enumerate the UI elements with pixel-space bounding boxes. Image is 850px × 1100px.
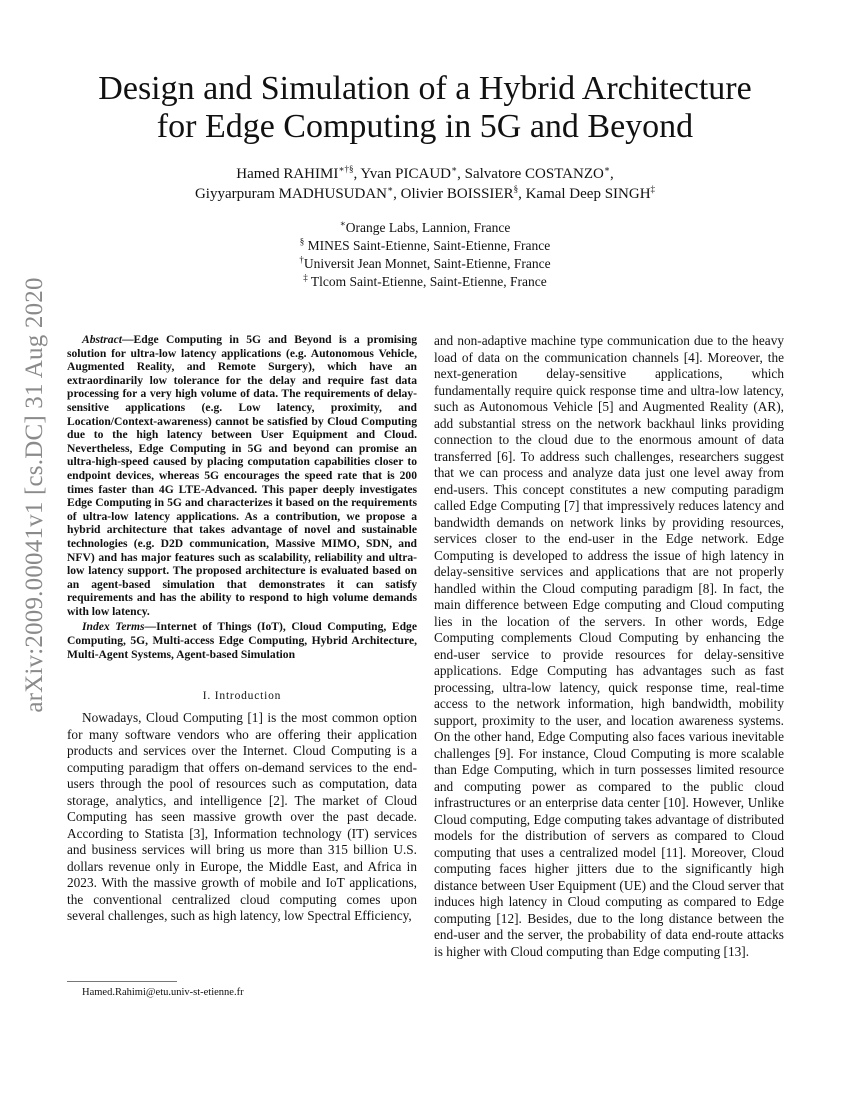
affiliation: ‡ Tlcom Saint-Etienne, Saint-Etienne, France — [303, 272, 547, 289]
author-name: Hamed RAHIMI — [236, 166, 339, 182]
affiliation: ∗Orange Labs, Lannion, France — [339, 218, 511, 235]
author-list — [60, 164, 790, 204]
title-line-1: Design and Simulation of a Hybrid Architecture — [98, 70, 752, 107]
abstract-text: —Edge Computing in 5G and Beyond is a promising solution for ultra-low latency applications (e.g. Autonomous Vehicle, Augmented Reality, and Remote Surgery), which have an extraordinarily low tolerance for the delay and require fast data processing for a very high volume of data. The requirements of delay-sensitive applications (e.g. Low latency, proximity, and Location/Context-awareness) cannot be satisfied by Cloud Computing due to the high latency between User Equipment and Cloud. Nevertheless, Edge Computing in 5G and beyond can promise an ultra-high-speed caused by placing computation capabilities closer to endpoint devices, whereas 5G encourages the speed rate that is 200 times faster than 4G LTE-Advanced. This paper deeply investigates Edge Computing in 5G and characterizes it based on the requirements of ultra-low latency applications. As a contribution, we propose a hybrid architecture that takes advantage of novel and sustainable technologies (e.g. D2D communication, Massive MIMO, SDN, and NFV) and has major features such as scalability, reliability and ultra-low latency support. The proposed architecture is evaluated based on an agent-based simulation that demonstrates it can satisfy requirements and has the ability to respond to high volume demands with low latency. — [67, 333, 417, 618]
abstract — [67, 333, 417, 618]
author-name: Yvan PICAUD — [360, 166, 452, 182]
footnote-divider — [67, 981, 177, 982]
author-mark: ∗ — [451, 164, 458, 174]
index-terms-label: Index Terms — [82, 620, 145, 634]
arxiv-identifier-text: arXiv:2009.00041v1 [cs.DC] 31 Aug 2020 — [21, 277, 48, 713]
arxiv-identifier — [10, 277, 60, 713]
author-name: Salvatore COSTANZO — [464, 166, 604, 182]
index-terms — [67, 620, 417, 661]
paper-title — [60, 70, 790, 146]
footnote-email: Hamed.Rahimi@etu.univ-st-etienne.fr — [82, 987, 244, 998]
author-mark: ∗ — [603, 164, 610, 174]
abstract-label: Abstract — [82, 333, 122, 346]
body-paragraph: Nowadays, Cloud Computing [1] is the most common option for many software vendors who are offering their application products and services over the Internet. Cloud Computing is a computing paradigm that offers on-demand services to the end-users through the pool of resources such as computation, data storage, analytics, and intelligence [2]. The market of Cloud Computing has seen massive growth over the past decade. According to Statista [3], Information technology (IT) services and business services will bring us more than 315 billion U.S. dollars revenue only in Europe, the Middle East, and Africa in 2023. With the massive growth of mobile and IoT applications, the conventional centralized cloud computing comes upon several challenges, such as high latency, low Spectral Efficiency, — [67, 710, 417, 924]
author-name: Olivier BOISSIER — [400, 186, 514, 202]
affiliation: †Universit Jean Monnet, Saint-Etienne, France — [299, 254, 551, 271]
body-paragraph: and non-adaptive machine type communication due to the heavy load of data on the communication channels [4]. Moreover, the next-generation delay-sensitive applications, which fundamentally require quick response time and ultra-low latency, such as Autonomous Vehicle [5] and Augmented Reality (AR), add substantial stress on the network backhaul links providing connection to the cloud due to the enormous amount of data transferred [6]. To address such challenges, researchers suggest that we can process and analyze data just one level away from end-users. This concept constitutes a new computing paradigm called Edge Computing [7] that impressively reduces latency and bandwidth demands on network links by providing resources, services closer to the end-user in the Edge network. Edge Computing is developed to address the issue of high latency in delay-sensitive services and applications that are not properly handled within the Cloud computing paradigm [8]. In fact, the main difference between Edge computing and Cloud computing lies in the location of the servers. In other words, Edge Computing complements Cloud Computing by enhancing the end-user service to provide resources for delay-sensitive applications. Edge Computing has advantages such as fast processing, ultra-low latency, quick response time, real-time access to the network information, high bandwidth, mobility support, proximity to the user, and location awareness systems. On the other hand, Edge Computing also faces various inevitable challenges [9]. For instance, Cloud Computing is more scalable than Edge Computing, which in turn possesses limited resource and computing power as compared to the public cloud infrastructures or an enterprise data center [10]. However, Unlike Cloud computing, Edge computing takes advantage of distributed models for the distribution of servers as compared to Cloud computing that uses a centralized model [11]. Moreover, Cloud computing faces higher jitters due to the significantly high distance between User Equipment (UE) and the Cloud server that induces high latency in Cloud computing as compared to Edge computing [12]. Besides, due to the long distance between the end-user and the server, the probability of data end-route attacks is higher with Cloud computing than Edge computing [13]. — [434, 333, 784, 959]
author-name: Giyyarpuram MADHUSUDAN — [194, 186, 388, 202]
author-mark: ‡ — [650, 184, 656, 194]
index-terms-text: —Internet of Things (IoT), Cloud Computing, Edge Computing, 5G, Multi-access Edge Computing, Hybrid Architecture, Multi-Agent Systems, Agent-based Simulation — [67, 620, 417, 661]
author-name: Kamal Deep SINGH — [525, 186, 651, 202]
author-line-2: Giyyarpuram MADHUSUDAN∗, Olivier BOISSIER§, Kamal Deep SINGH‡ — [194, 184, 656, 202]
author-line-1: Hamed RAHIMI∗†§, Yvan PICAUD∗, Salvatore COSTANZO∗, — [236, 164, 614, 182]
section-heading: I. Introduction — [202, 690, 282, 703]
affiliation-list — [60, 219, 790, 291]
left-column — [67, 333, 417, 925]
title-line-2: for Edge Computing in 5G and Beyond — [156, 108, 694, 145]
author-mark: ∗ — [387, 184, 394, 194]
author-mark: § — [513, 184, 519, 194]
right-column — [434, 333, 784, 960]
affiliation: § MINES Saint-Etienne, Saint-Etienne, France — [299, 236, 551, 253]
author-mark: ∗†§ — [338, 164, 354, 174]
